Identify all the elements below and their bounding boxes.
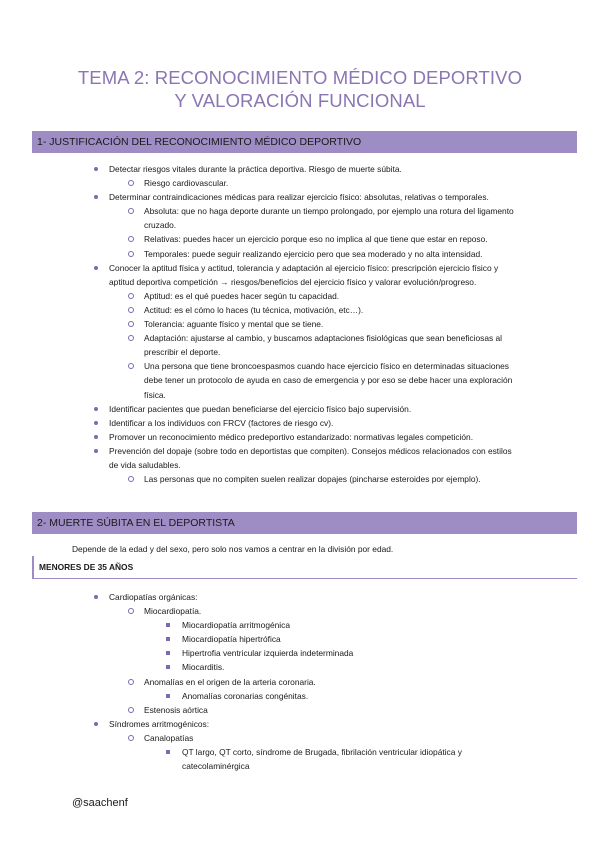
page-title — [0, 66, 600, 112]
title-line-2: Y VALORACIÓN FUNCIONAL — [174, 90, 426, 111]
list-item: Riesgo cardiovascular. — [0, 176, 600, 190]
section-heading-muerte-subita: 2- MUERTE SÚBITA EN EL DEPORTISTA — [32, 512, 577, 534]
list-item: Identificar a los individuos con FRCV (factores de riesgo cv). — [0, 416, 600, 430]
footer-handle: @saachenf — [72, 797, 128, 809]
list-item: Miocardiopatía. — [0, 604, 600, 618]
section-heading-justificacion: 1- JUSTIFICACIÓN DEL RECONOCIMIENTO MÉDICO DEPORTIVO — [32, 131, 577, 153]
list-item: Relativas: puedes hacer un ejercicio porque eso no implica al que tiene que estar en reposo. — [0, 232, 600, 246]
list-item: Las personas que no compiten suelen realizar dopajes (pincharse esteroides por ejemplo). — [0, 472, 600, 486]
list-item: Cardiopatías orgánicas: — [0, 590, 600, 604]
title-line-1: TEMA 2: RECONOCIMIENTO MÉDICO DEPORTIVO — [77, 67, 523, 88]
list-item: Actitud: es el cómo lo haces (tu técnica, motivación, etc…). — [0, 303, 600, 317]
list-item: Absoluta: que no haga deporte durante un tiempo prolongado, por ejemplo una rotura del ligamento cruzado. — [0, 204, 600, 232]
list-item: Anomalías coronarias congénitas. — [0, 689, 600, 703]
subheading-menores-35: MENORES DE 35 AÑOS — [32, 556, 577, 579]
list-item: Temporales: puede seguir realizando ejercicio pero que sea moderado y no alta intensidad. — [0, 247, 600, 261]
list-item: Miocardiopatía arritmogénica — [0, 618, 600, 632]
list-item: Identificar pacientes que puedan beneficiarse del ejercicio físico bajo supervisión. — [0, 402, 600, 416]
muerte-subita-list — [0, 590, 600, 773]
list-item: Prevención del dopaje (sobre todo en deportistas que compiten). Consejos médicos relacionados con estilos de vida saludables. — [0, 444, 600, 472]
list-item: Adaptación: ajustarse al cambio, y buscamos adaptaciones fisiológicas que sean beneficiosas al prescribir el deporte. — [0, 331, 600, 359]
list-item: Determinar contraindicaciones médicas para realizar ejercicio físico: absolutas, relativas o temporales. — [0, 190, 600, 204]
section-intro: Depende de la edad y del sexo, pero solo nos vamos a centrar en la división por edad. — [72, 544, 394, 554]
list-item: Síndromes arritmogénicos: — [0, 717, 600, 731]
list-item: Miocardiopatía hipertrófica — [0, 632, 600, 646]
list-item: QT largo, QT corto, síndrome de Brugada, fibrilación ventricular idiopática y catecolaminérgica — [0, 745, 600, 773]
list-item: Miocarditis. — [0, 660, 600, 674]
list-item: Aptitud: es el qué puedes hacer según tu capacidad. — [0, 289, 600, 303]
list-item: Estenosis aórtica — [0, 703, 600, 717]
list-item: Anomalías en el origen de la arteria coronaria. — [0, 675, 600, 689]
list-item: Promover un reconocimiento médico predeportivo estandarizado: normativas legales competición. — [0, 430, 600, 444]
list-item: Una persona que tiene broncoespasmos cuando hace ejercicio físico en determinadas situaciones debe tener un protocolo de ayuda en caso de emergencia y por eso se debe hacer una exploración física. — [0, 359, 600, 401]
list-item: Canalopatías — [0, 731, 600, 745]
list-item: Detectar riesgos vitales durante la práctica deportiva. Riesgo de muerte súbita. — [0, 162, 600, 176]
list-item: Tolerancia: aguante físico y mental que se tiene. — [0, 317, 600, 331]
list-item: Hipertrofia ventricular izquierda indeterminada — [0, 646, 600, 660]
justificacion-list — [0, 162, 600, 486]
list-item: Conocer la aptitud física y actitud, tolerancia y adaptación al ejercicio físico: prescripción ejercicio físico y aptitud deportiva competición → riesgos/beneficios del ejercicio físico y valorar evolución/progreso. — [0, 261, 600, 289]
